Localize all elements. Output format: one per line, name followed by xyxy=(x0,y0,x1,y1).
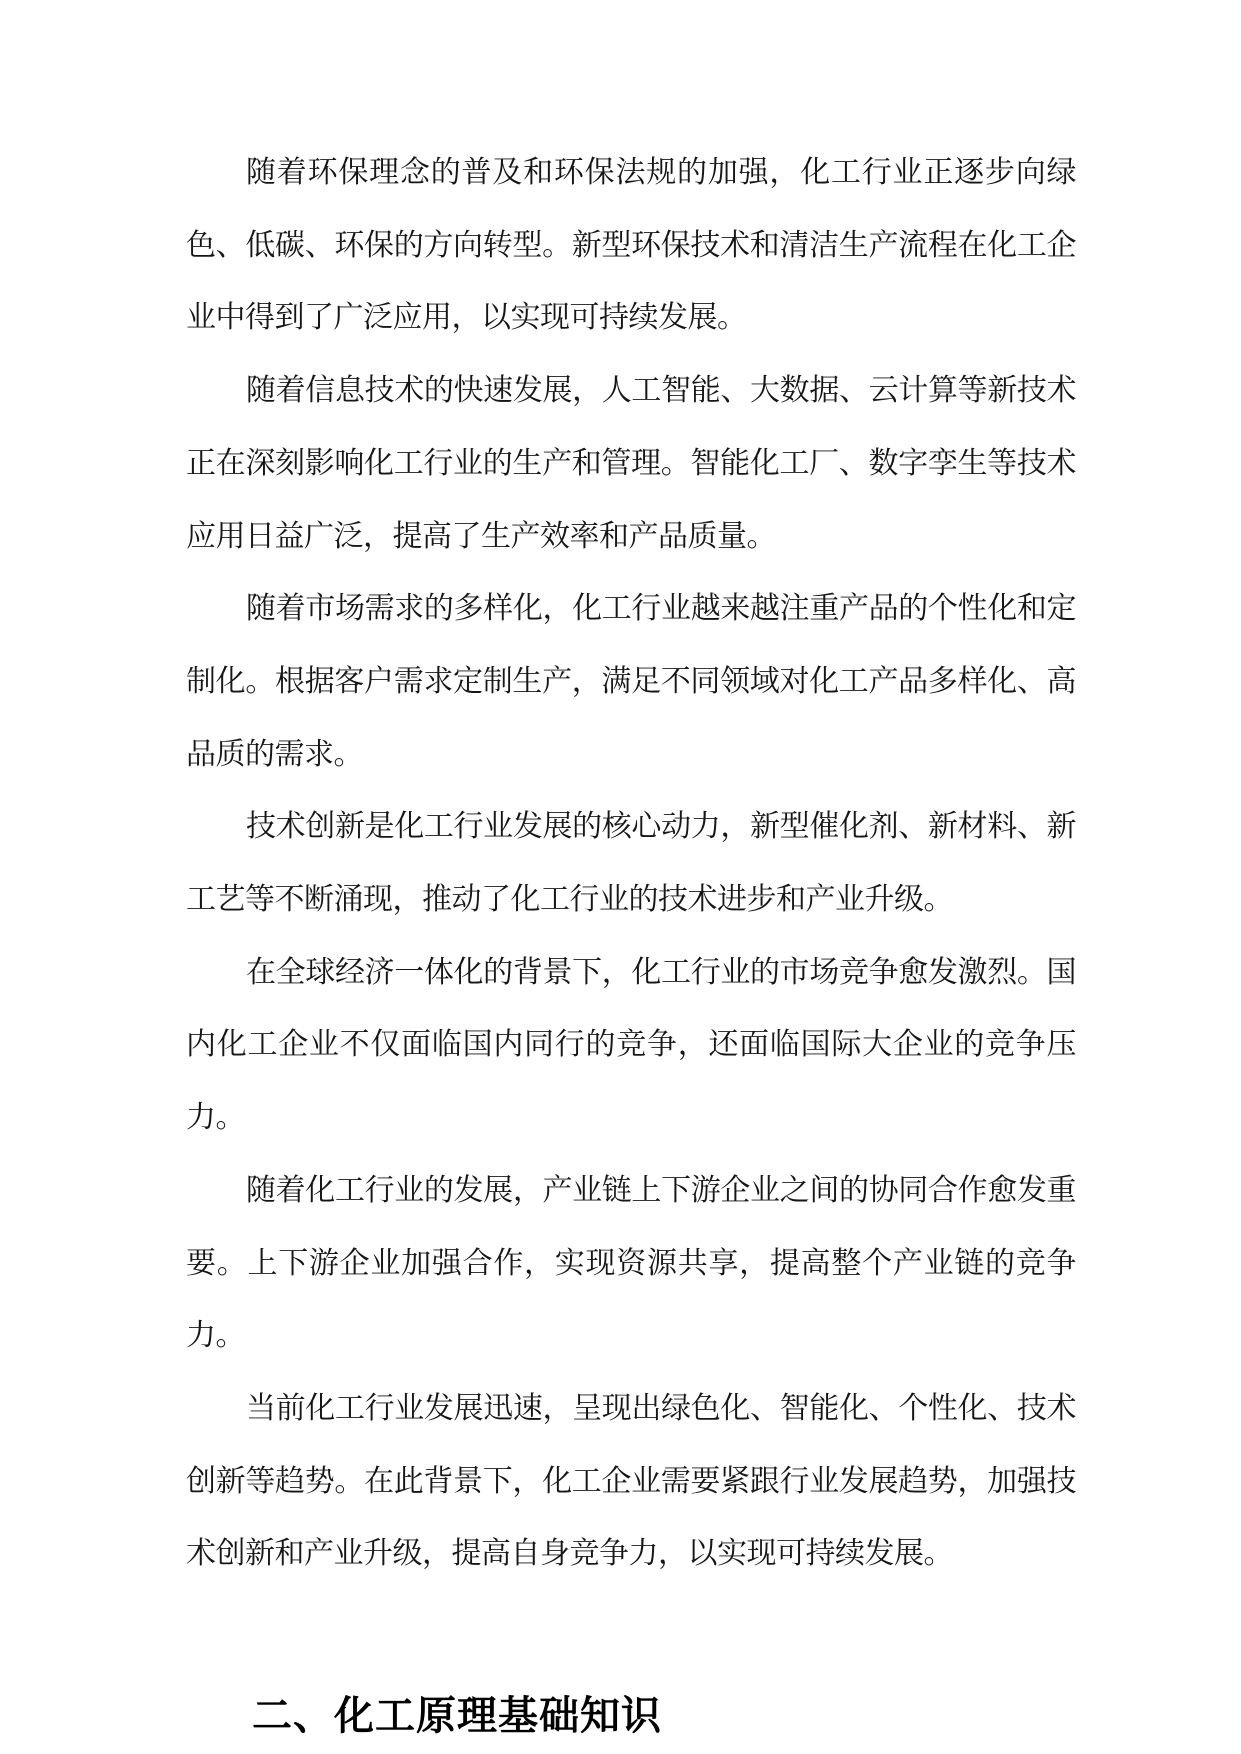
paragraph: 在全球经济一体化的背景下，化工行业的市场竞争愈发激烈。国内化工企业不仅面临国内同行的竞争，还面临国际大企业的竞争压力。 xyxy=(186,955,1076,1135)
paragraph: 随着环保理念的普及和环保法规的加强，化工行业正逐步向绿色、低碳、环保的方向转型。新型环保技术和清洁生产流程在化工企业中得到了广泛应用，以实现可持续发展。 xyxy=(186,156,1076,335)
paragraph: 当前化工行业发展迅速，呈现出绿色化、智能化、个性化、技术创新等趋势。在此背景下，化工企业需要紧跟行业发展趋势，加强技术创新和产业升级，提高自身竞争力，以实现可持续发展。 xyxy=(186,1391,1076,1571)
paragraph: 随着信息技术的快速发展，人工智能、大数据、云计算等新技术正在深刻影响化工行业的生产和管理。智能化工厂、数字孪生等技术应用日益广泛，提高了生产效率和产品质量。 xyxy=(186,374,1076,553)
section-heading: 二、化工原理基础知识 xyxy=(252,1694,662,1739)
paragraph: 随着市场需求的多样化，化工行业越来越注重产品的个性化和定制化。根据客户需求定制生产，满足不同领域对化工产品多样化、高品质的需求。 xyxy=(186,592,1076,771)
document-content xyxy=(186,137,1076,1746)
paragraph: 技术创新是化工行业发展的核心动力，新型催化剂、新材料、新工艺等不断涌现，推动了化工行业的技术进步和产业升级。 xyxy=(186,810,1076,917)
paragraph: 随着化工行业的发展，产业链上下游企业之间的协同合作愈发重要。上下游企业加强合作，实现资源共享，提高整个产业链的竞争力。 xyxy=(186,1173,1076,1353)
